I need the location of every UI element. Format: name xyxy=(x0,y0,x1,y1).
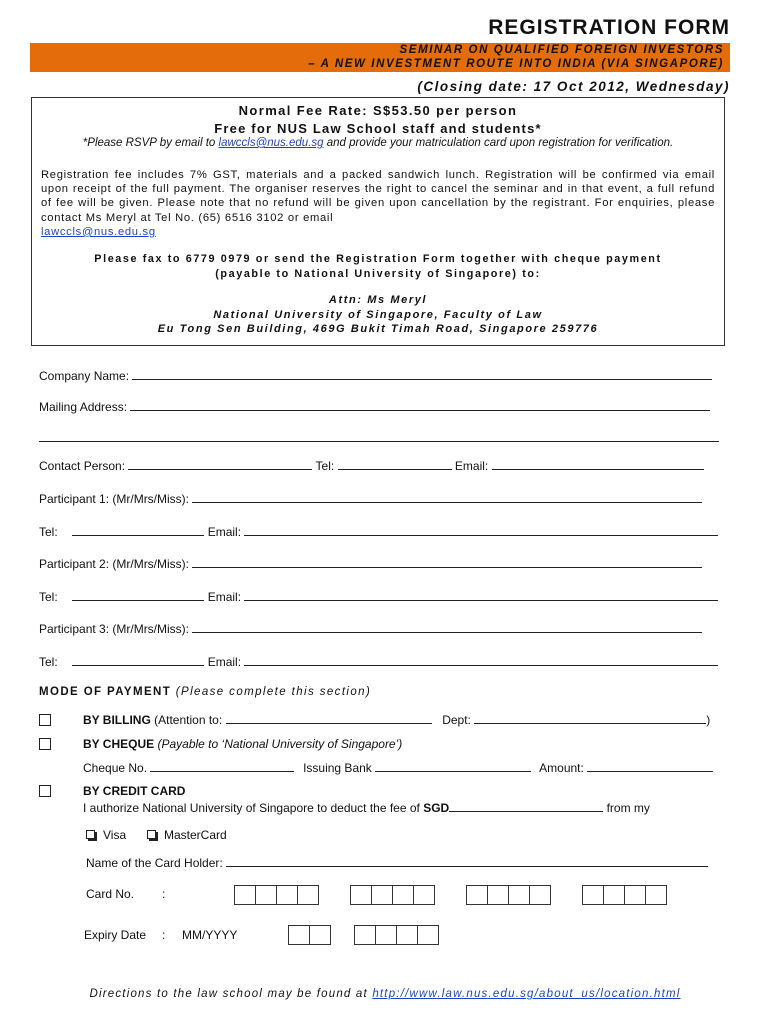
participant-1-label: Participant 1: (Mr/Mrs/Miss): xyxy=(39,492,190,506)
sgd-label: SGD xyxy=(423,801,450,815)
contact-input[interactable] xyxy=(128,459,312,470)
participant-3-row xyxy=(39,622,702,636)
rsvp-suffix: and provide your matriculation card upon registration for verification. xyxy=(323,137,674,149)
card-no-group-3[interactable] xyxy=(466,885,550,905)
attn-line: Attn: Ms Meryl xyxy=(328,294,428,306)
address-line-1: National University of Singapore, Faculty of Law xyxy=(213,308,543,321)
sgd-amount-input[interactable] xyxy=(449,801,603,812)
rsvp-prefix: *Please RSVP by email to xyxy=(82,137,219,149)
rsvp-email-link[interactable]: lawccls@nus.edu.sg xyxy=(218,137,324,149)
directions-footer xyxy=(0,988,770,1000)
card-no-colon: : xyxy=(162,887,166,901)
cheque-row xyxy=(83,737,402,751)
expiry-colon: : xyxy=(162,928,166,942)
fax-line-2: (payable to National University of Singapore) to: xyxy=(215,268,541,280)
directions-text: Directions to the law school may be found at xyxy=(89,988,373,1000)
amount-label: Amount: xyxy=(539,761,584,775)
mailing-row xyxy=(39,400,710,414)
enquiry-email-link[interactable]: lawccls@nus.edu.sg xyxy=(41,225,156,238)
banner-line-1: SEMINAR ON QUALIFIED FOREIGN INVESTORS xyxy=(399,44,724,56)
cheque-details-row xyxy=(83,761,713,775)
participant-1-contact-row xyxy=(39,525,718,539)
expiry-label: Expiry Date xyxy=(84,928,147,942)
billing-close-paren: ) xyxy=(706,713,711,727)
address-line-2: Eu Tong Sen Building, 469G Bukit Timah Road, Singapore 259776 xyxy=(157,323,599,335)
visa-checkbox[interactable] xyxy=(86,830,95,839)
billing-row xyxy=(83,713,710,727)
billing-attention-label: (Attention to: xyxy=(154,713,223,727)
participant-2-tel-input[interactable] xyxy=(72,590,204,601)
billing-label: BY BILLING xyxy=(83,713,151,727)
cheque-note: (Payable to ‘National University of Singapore’) xyxy=(157,737,403,751)
billing-dept-input[interactable] xyxy=(474,713,706,724)
participant-1-row xyxy=(39,492,702,506)
authorize-text: I authorize National University of Singapore to deduct the fee of xyxy=(83,801,420,815)
issuing-bank-input[interactable] xyxy=(375,761,531,772)
card-no-label: Card No. xyxy=(86,887,135,901)
participant-3-email-label: Email: xyxy=(207,655,242,669)
fee-rate: Normal Fee Rate: S$53.50 per person xyxy=(238,103,518,118)
seminar-banner xyxy=(30,43,730,72)
fax-line-1: Please fax to 6779 0979 or send the Registration Form together with cheque payment xyxy=(94,253,662,265)
mailing-address-block xyxy=(31,293,725,337)
cheque-no-label: Cheque No. xyxy=(83,761,148,775)
participant-3-tel-input[interactable] xyxy=(72,655,204,666)
contact-tel-input[interactable] xyxy=(338,459,452,470)
payment-heading-note: (Please complete this section) xyxy=(175,686,372,698)
visa-label: Visa xyxy=(103,828,127,842)
card-no-group-2[interactable] xyxy=(350,885,434,905)
expiry-format: MM/YYYY xyxy=(182,928,238,942)
card-no-group-1[interactable] xyxy=(234,885,318,905)
banner-line-2: – A NEW INVESTMENT ROUTE INTO INDIA (VIA SINGAPORE) xyxy=(308,58,724,70)
billing-dept-label: Dept: xyxy=(442,713,471,727)
from-my-text: from my xyxy=(606,801,650,815)
mailing-row-2 xyxy=(39,431,719,445)
registration-paragraph xyxy=(41,168,715,239)
cheque-checkbox[interactable] xyxy=(39,738,51,750)
payment-heading-title: MODE OF PAYMENT xyxy=(39,686,172,698)
paragraph-text: Registration fee includes 7% GST, materials and a packed sandwich lunch. Registration will be confirmed via email upon receipt of the full payment. The organiser reserves the right to cancel the seminar and in that event, a full refund of fee will be given. Please note that no refund will be given upon cancellation by the registrant. For enquiries, please contact Ms Meryl at Tel No. (65) 6516 3102 or email xyxy=(41,169,715,224)
free-for-nus: Free for NUS Law School staff and students* xyxy=(214,121,542,136)
mailing-label: Mailing Address: xyxy=(39,400,128,414)
authorize-row xyxy=(83,801,650,815)
credit-card-row xyxy=(83,784,185,798)
mastercard-checkbox[interactable] xyxy=(147,830,156,839)
payment-heading xyxy=(39,686,371,698)
rsvp-note xyxy=(31,137,725,149)
billing-checkbox[interactable] xyxy=(39,714,51,726)
card-holder-input[interactable] xyxy=(226,856,708,867)
contact-label: Contact Person: xyxy=(39,459,126,473)
participant-1-email-input[interactable] xyxy=(244,525,718,536)
billing-attention-input[interactable] xyxy=(226,713,432,724)
participant-2-label: Participant 2: (Mr/Mrs/Miss): xyxy=(39,557,190,571)
participant-1-tel-input[interactable] xyxy=(72,525,204,536)
contact-email-label: Email: xyxy=(454,459,489,473)
participant-3-input[interactable] xyxy=(192,622,702,633)
participant-3-tel-label: Tel: xyxy=(39,655,58,669)
credit-card-label: BY CREDIT CARD xyxy=(83,784,186,798)
participant-1-input[interactable] xyxy=(192,492,702,503)
expiry-year-cells[interactable] xyxy=(354,925,438,945)
participant-3-contact-row xyxy=(39,655,718,669)
form-title: REGISTRATION FORM xyxy=(488,16,730,39)
contact-row xyxy=(39,459,704,473)
participant-1-tel-label: Tel: xyxy=(39,525,58,539)
card-holder-row xyxy=(86,856,708,870)
mailing-input[interactable] xyxy=(130,400,710,411)
mailing-input-2[interactable] xyxy=(39,431,719,442)
fax-instructions xyxy=(31,252,725,282)
participant-2-input[interactable] xyxy=(192,557,702,568)
participant-2-tel-label: Tel: xyxy=(39,590,58,604)
cheque-no-input[interactable] xyxy=(150,761,294,772)
mastercard-label: MasterCard xyxy=(164,828,227,842)
closing-date: (Closing date: 17 Oct 2012, Wednesday) xyxy=(417,79,730,94)
directions-link[interactable]: http://www.law.nus.edu.sg/about_us/location.html xyxy=(372,988,681,1000)
card-no-group-4[interactable] xyxy=(582,885,666,905)
company-label: Company Name: xyxy=(39,369,130,383)
participant-1-email-label: Email: xyxy=(207,525,242,539)
amount-input[interactable] xyxy=(587,761,713,772)
contact-email-input[interactable] xyxy=(492,459,704,470)
participant-2-email-input[interactable] xyxy=(244,590,718,601)
company-row xyxy=(39,369,712,383)
participant-3-email-input[interactable] xyxy=(244,655,718,666)
cheque-label: BY CHEQUE xyxy=(83,737,155,751)
card-holder-label: Name of the Card Holder: xyxy=(86,856,223,870)
participant-3-label: Participant 3: (Mr/Mrs/Miss): xyxy=(39,622,190,636)
expiry-month-cells[interactable] xyxy=(288,925,330,945)
participant-2-email-label: Email: xyxy=(207,590,242,604)
credit-card-checkbox[interactable] xyxy=(39,785,51,797)
contact-tel-label: Tel: xyxy=(315,459,335,473)
participant-2-row xyxy=(39,557,702,571)
participant-2-contact-row xyxy=(39,590,718,604)
issuing-bank-label: Issuing Bank xyxy=(303,761,372,775)
company-input[interactable] xyxy=(132,369,712,380)
